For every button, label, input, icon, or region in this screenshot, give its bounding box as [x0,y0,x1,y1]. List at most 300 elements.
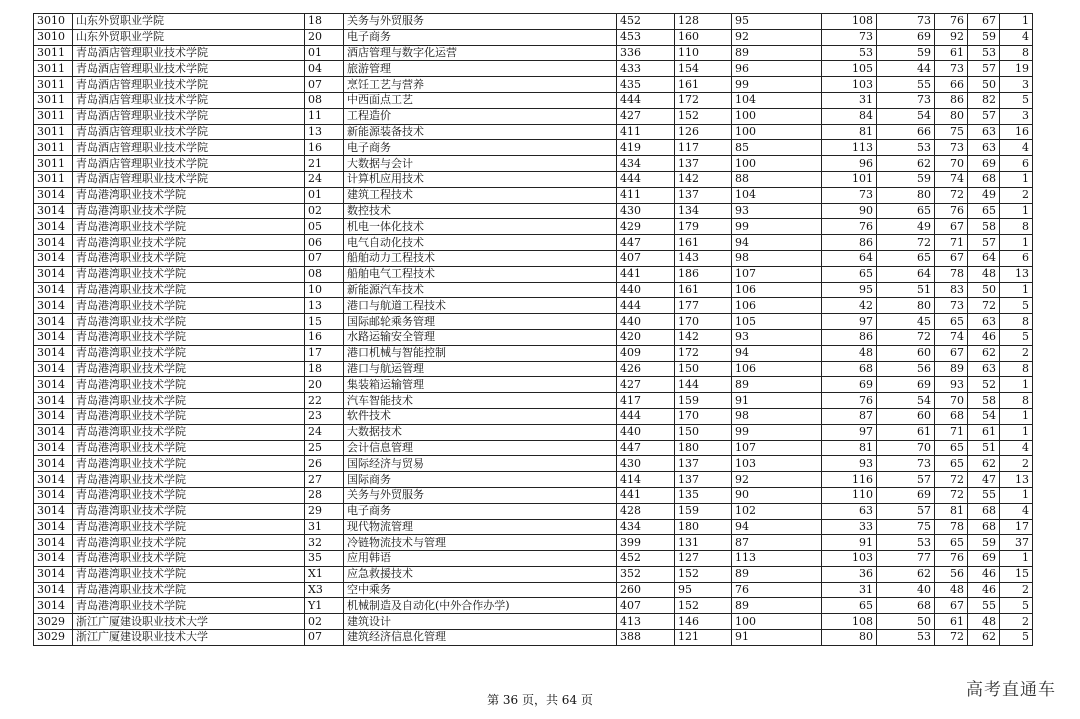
score-col-b-cell: 99 [732,219,822,235]
school-name-cell: 山东外贸职业学院 [73,29,305,45]
school-code-cell: 3011 [34,156,73,172]
table-row [34,298,1033,314]
score-col-e-cell: 72 [935,630,968,646]
school-code-cell: 3011 [34,124,73,140]
table-row [34,566,1033,582]
major-name-cell: 国际商务 [344,472,617,488]
count-cell: 2 [1000,582,1033,598]
table-row [34,487,1033,503]
total-score-cell: 399 [617,535,675,551]
score-col-a-cell: 137 [675,456,732,472]
total-score-cell: 420 [617,329,675,345]
score-col-f-cell: 51 [968,440,1000,456]
total-score-cell: 434 [617,156,675,172]
score-col-a-cell: 180 [675,519,732,535]
major-name-cell: 工程造价 [344,108,617,124]
score-col-a-cell: 161 [675,235,732,251]
score-col-d-cell: 80 [877,298,935,314]
total-score-cell: 435 [617,77,675,93]
score-col-b-cell: 100 [732,108,822,124]
score-col-c-cell: 81 [822,124,877,140]
table-row [34,29,1033,45]
school-code-cell: 3014 [34,456,73,472]
school-name-cell: 青岛港湾职业技术学院 [73,440,305,456]
score-col-a-cell: 179 [675,219,732,235]
score-col-e-cell: 72 [935,487,968,503]
score-col-f-cell: 68 [968,519,1000,535]
count-cell: 8 [1000,314,1033,330]
count-cell: 1 [1000,282,1033,298]
score-col-c-cell: 48 [822,345,877,361]
score-col-c-cell: 96 [822,156,877,172]
page-number: 第 36 页，共 64 页 [487,693,593,707]
score-col-c-cell: 91 [822,535,877,551]
count-cell: 5 [1000,298,1033,314]
score-col-f-cell: 67 [968,14,1000,30]
score-col-d-cell: 73 [877,92,935,108]
score-col-f-cell: 48 [968,266,1000,282]
score-col-f-cell: 57 [968,108,1000,124]
count-cell: 8 [1000,393,1033,409]
score-col-d-cell: 57 [877,472,935,488]
table-row [34,472,1033,488]
score-col-b-cell: 92 [732,472,822,488]
score-col-e-cell: 70 [935,156,968,172]
school-name-cell: 青岛港湾职业技术学院 [73,598,305,614]
score-col-c-cell: 73 [822,29,877,45]
school-name-cell: 青岛港湾职业技术学院 [73,393,305,409]
school-name-cell: 青岛酒店管理职业技术学院 [73,140,305,156]
score-col-d-cell: 65 [877,250,935,266]
count-cell: 3 [1000,77,1033,93]
major-name-cell: 酒店管理与数字化运营 [344,45,617,61]
score-col-c-cell: 113 [822,140,877,156]
score-col-c-cell: 33 [822,519,877,535]
total-score-cell: 452 [617,14,675,30]
major-name-cell: 新能源汽车技术 [344,282,617,298]
score-col-a-cell: 150 [675,361,732,377]
major-code-cell: 25 [305,440,344,456]
score-col-d-cell: 54 [877,108,935,124]
school-name-cell: 青岛港湾职业技术学院 [73,519,305,535]
major-code-cell: 11 [305,108,344,124]
score-col-a-cell: 152 [675,108,732,124]
table-row [34,187,1033,203]
major-name-cell: 港口机械与智能控制 [344,345,617,361]
major-name-cell: 冷链物流技术与管理 [344,535,617,551]
score-col-c-cell: 65 [822,266,877,282]
school-name-cell: 青岛港湾职业技术学院 [73,424,305,440]
total-score-cell: 414 [617,472,675,488]
total-score-cell: 447 [617,440,675,456]
score-col-a-cell: 137 [675,156,732,172]
score-col-f-cell: 55 [968,487,1000,503]
total-score-cell: 429 [617,219,675,235]
school-code-cell: 3010 [34,14,73,30]
major-code-cell: 27 [305,472,344,488]
major-code-cell: 07 [305,250,344,266]
score-col-d-cell: 53 [877,140,935,156]
total-score-cell: 444 [617,408,675,424]
score-col-b-cell: 87 [732,535,822,551]
school-code-cell: 3014 [34,187,73,203]
school-name-cell: 青岛酒店管理职业技术学院 [73,108,305,124]
total-score-cell: 419 [617,140,675,156]
score-col-a-cell: 159 [675,393,732,409]
table-row [34,108,1033,124]
score-col-c-cell: 108 [822,614,877,630]
score-col-a-cell: 131 [675,535,732,551]
score-col-b-cell: 99 [732,77,822,93]
score-col-b-cell: 94 [732,345,822,361]
table-row [34,92,1033,108]
score-col-e-cell: 78 [935,519,968,535]
score-col-b-cell: 98 [732,408,822,424]
major-name-cell: 旅游管理 [344,61,617,77]
total-score-cell: 409 [617,345,675,361]
school-name-cell: 青岛酒店管理职业技术学院 [73,77,305,93]
major-code-cell: X1 [305,566,344,582]
score-col-e-cell: 72 [935,472,968,488]
school-name-cell: 青岛酒店管理职业技术学院 [73,156,305,172]
score-col-a-cell: 128 [675,14,732,30]
table-row [34,282,1033,298]
major-name-cell: 船舶动力工程技术 [344,250,617,266]
score-col-a-cell: 142 [675,329,732,345]
score-col-f-cell: 50 [968,282,1000,298]
school-name-cell: 青岛酒店管理职业技术学院 [73,92,305,108]
score-col-e-cell: 75 [935,124,968,140]
count-cell: 8 [1000,45,1033,61]
score-col-f-cell: 68 [968,503,1000,519]
major-name-cell: 大数据与会计 [344,156,617,172]
score-col-f-cell: 62 [968,630,1000,646]
score-col-c-cell: 76 [822,393,877,409]
school-code-cell: 3014 [34,345,73,361]
table-row [34,156,1033,172]
major-name-cell: 港口与航运管理 [344,361,617,377]
major-code-cell: 23 [305,408,344,424]
school-code-cell: 3014 [34,235,73,251]
score-col-c-cell: 97 [822,314,877,330]
total-score-cell: 444 [617,92,675,108]
school-code-cell: 3014 [34,250,73,266]
school-code-cell: 3014 [34,203,73,219]
score-col-a-cell: 117 [675,140,732,156]
school-name-cell: 青岛港湾职业技术学院 [73,345,305,361]
count-cell: 1 [1000,408,1033,424]
score-col-e-cell: 48 [935,582,968,598]
total-score-cell: 440 [617,282,675,298]
major-code-cell: 16 [305,140,344,156]
score-col-c-cell: 69 [822,377,877,393]
score-col-f-cell: 46 [968,582,1000,598]
score-col-a-cell: 152 [675,598,732,614]
major-name-cell: 汽车智能技术 [344,393,617,409]
count-cell: 13 [1000,472,1033,488]
score-col-c-cell: 63 [822,503,877,519]
school-name-cell: 青岛港湾职业技术学院 [73,377,305,393]
score-col-d-cell: 55 [877,77,935,93]
score-col-d-cell: 69 [877,377,935,393]
score-col-b-cell: 107 [732,266,822,282]
score-col-b-cell: 113 [732,551,822,567]
score-col-b-cell: 93 [732,329,822,345]
major-code-cell: X3 [305,582,344,598]
score-col-e-cell: 61 [935,614,968,630]
count-cell: 4 [1000,140,1033,156]
score-col-d-cell: 69 [877,487,935,503]
score-col-b-cell: 76 [732,582,822,598]
score-col-c-cell: 105 [822,61,877,77]
score-col-a-cell: 143 [675,250,732,266]
school-name-cell: 青岛港湾职业技术学院 [73,250,305,266]
score-col-f-cell: 52 [968,377,1000,393]
count-cell: 1 [1000,14,1033,30]
count-cell: 4 [1000,503,1033,519]
score-col-c-cell: 68 [822,361,877,377]
score-col-b-cell: 106 [732,298,822,314]
score-col-d-cell: 53 [877,630,935,646]
count-cell: 2 [1000,456,1033,472]
school-code-cell: 3014 [34,535,73,551]
school-name-cell: 青岛酒店管理职业技术学院 [73,124,305,140]
table-row [34,250,1033,266]
score-col-f-cell: 65 [968,203,1000,219]
major-code-cell: 32 [305,535,344,551]
score-col-d-cell: 72 [877,329,935,345]
total-score-cell: 447 [617,235,675,251]
score-col-f-cell: 62 [968,345,1000,361]
school-code-cell: 3014 [34,566,73,582]
score-col-e-cell: 65 [935,440,968,456]
total-score-cell: 441 [617,266,675,282]
score-col-b-cell: 95 [732,14,822,30]
score-col-a-cell: 180 [675,440,732,456]
score-col-d-cell: 77 [877,551,935,567]
school-name-cell: 青岛港湾职业技术学院 [73,282,305,298]
score-col-c-cell: 110 [822,487,877,503]
count-cell: 1 [1000,551,1033,567]
score-col-b-cell: 93 [732,203,822,219]
major-code-cell: 17 [305,345,344,361]
school-name-cell: 青岛酒店管理职业技术学院 [73,171,305,187]
table-row [34,598,1033,614]
major-code-cell: Y1 [305,598,344,614]
score-col-f-cell: 63 [968,140,1000,156]
score-col-f-cell: 63 [968,361,1000,377]
score-col-e-cell: 67 [935,345,968,361]
score-col-d-cell: 73 [877,456,935,472]
score-col-a-cell: 146 [675,614,732,630]
count-cell: 13 [1000,266,1033,282]
major-code-cell: 18 [305,361,344,377]
major-code-cell: 29 [305,503,344,519]
school-code-cell: 3011 [34,45,73,61]
major-code-cell: 26 [305,456,344,472]
total-score-cell: 426 [617,361,675,377]
score-col-b-cell: 106 [732,361,822,377]
score-col-f-cell: 55 [968,598,1000,614]
total-score-cell: 411 [617,124,675,140]
score-col-f-cell: 69 [968,551,1000,567]
major-code-cell: 01 [305,45,344,61]
school-name-cell: 青岛港湾职业技术学院 [73,361,305,377]
score-col-d-cell: 60 [877,408,935,424]
school-code-cell: 3029 [34,630,73,646]
total-score-cell: 434 [617,519,675,535]
score-col-e-cell: 66 [935,77,968,93]
score-col-d-cell: 50 [877,614,935,630]
major-name-cell: 国际经济与贸易 [344,456,617,472]
total-score-cell: 407 [617,250,675,266]
total-score-cell: 427 [617,108,675,124]
score-col-e-cell: 76 [935,14,968,30]
score-col-c-cell: 87 [822,408,877,424]
total-score-cell: 444 [617,298,675,314]
score-col-c-cell: 64 [822,250,877,266]
total-score-cell: 430 [617,456,675,472]
major-name-cell: 关务与外贸服务 [344,14,617,30]
table-row [34,345,1033,361]
score-col-e-cell: 74 [935,329,968,345]
score-col-c-cell: 73 [822,187,877,203]
score-col-e-cell: 56 [935,566,968,582]
score-col-b-cell: 91 [732,393,822,409]
school-name-cell: 青岛港湾职业技术学院 [73,266,305,282]
count-cell: 6 [1000,250,1033,266]
school-code-cell: 3014 [34,361,73,377]
score-col-f-cell: 58 [968,219,1000,235]
score-col-c-cell: 86 [822,329,877,345]
major-name-cell: 电子商务 [344,29,617,45]
score-col-d-cell: 59 [877,171,935,187]
score-col-e-cell: 74 [935,171,968,187]
score-col-f-cell: 57 [968,235,1000,251]
school-code-cell: 3029 [34,614,73,630]
score-col-c-cell: 108 [822,14,877,30]
score-col-d-cell: 70 [877,440,935,456]
score-col-b-cell: 104 [732,187,822,203]
major-name-cell: 应急救援技术 [344,566,617,582]
score-col-a-cell: 170 [675,314,732,330]
score-col-d-cell: 62 [877,156,935,172]
score-col-b-cell: 91 [732,630,822,646]
total-score-cell: 407 [617,598,675,614]
score-col-f-cell: 59 [968,29,1000,45]
total-score-cell: 336 [617,45,675,61]
total-score-cell: 352 [617,566,675,582]
score-col-b-cell: 90 [732,487,822,503]
score-col-f-cell: 53 [968,45,1000,61]
score-col-c-cell: 53 [822,45,877,61]
score-col-c-cell: 36 [822,566,877,582]
school-code-cell: 3014 [34,329,73,345]
score-col-a-cell: 161 [675,282,732,298]
major-name-cell: 电气自动化技术 [344,235,617,251]
score-col-f-cell: 54 [968,408,1000,424]
table-row [34,535,1033,551]
school-code-cell: 3011 [34,61,73,77]
score-col-b-cell: 100 [732,156,822,172]
score-col-d-cell: 62 [877,566,935,582]
score-col-b-cell: 89 [732,598,822,614]
score-col-e-cell: 68 [935,408,968,424]
score-col-c-cell: 31 [822,582,877,598]
score-col-d-cell: 66 [877,124,935,140]
score-col-d-cell: 72 [877,235,935,251]
score-col-c-cell: 84 [822,108,877,124]
score-col-e-cell: 73 [935,140,968,156]
score-col-d-cell: 56 [877,361,935,377]
major-name-cell: 应用韩语 [344,551,617,567]
school-name-cell: 青岛港湾职业技术学院 [73,219,305,235]
major-code-cell: 07 [305,77,344,93]
score-col-e-cell: 67 [935,250,968,266]
school-code-cell: 3010 [34,29,73,45]
major-name-cell: 大数据技术 [344,424,617,440]
school-code-cell: 3014 [34,393,73,409]
score-col-f-cell: 72 [968,298,1000,314]
table-row [34,61,1033,77]
total-score-cell: 428 [617,503,675,519]
major-code-cell: 15 [305,314,344,330]
score-col-f-cell: 58 [968,393,1000,409]
score-col-a-cell: 137 [675,187,732,203]
score-col-a-cell: 127 [675,551,732,567]
major-name-cell: 机械制造及自动化(中外合作办学) [344,598,617,614]
score-col-d-cell: 64 [877,266,935,282]
major-code-cell: 08 [305,92,344,108]
total-score-cell: 411 [617,187,675,203]
school-name-cell: 青岛港湾职业技术学院 [73,472,305,488]
major-code-cell: 08 [305,266,344,282]
score-col-f-cell: 69 [968,156,1000,172]
count-cell: 5 [1000,329,1033,345]
score-col-b-cell: 98 [732,250,822,266]
school-code-cell: 3014 [34,487,73,503]
score-col-b-cell: 94 [732,235,822,251]
score-col-a-cell: 159 [675,503,732,519]
count-cell: 2 [1000,614,1033,630]
score-col-f-cell: 64 [968,250,1000,266]
count-cell: 6 [1000,156,1033,172]
count-cell: 16 [1000,124,1033,140]
score-col-c-cell: 31 [822,92,877,108]
score-col-e-cell: 70 [935,393,968,409]
score-col-e-cell: 89 [935,361,968,377]
table-row [34,45,1033,61]
table-body [34,14,1033,646]
count-cell: 5 [1000,92,1033,108]
major-name-cell: 船舶电气工程技术 [344,266,617,282]
count-cell: 1 [1000,487,1033,503]
score-col-c-cell: 76 [822,219,877,235]
table-row [34,266,1033,282]
score-col-d-cell: 54 [877,393,935,409]
count-cell: 15 [1000,566,1033,582]
major-name-cell: 现代物流管理 [344,519,617,535]
score-col-a-cell: 144 [675,377,732,393]
total-score-cell: 413 [617,614,675,630]
score-col-e-cell: 65 [935,314,968,330]
total-score-cell: 427 [617,377,675,393]
school-code-cell: 3011 [34,171,73,187]
major-code-cell: 05 [305,219,344,235]
major-code-cell: 24 [305,424,344,440]
school-code-cell: 3014 [34,582,73,598]
count-cell: 1 [1000,235,1033,251]
